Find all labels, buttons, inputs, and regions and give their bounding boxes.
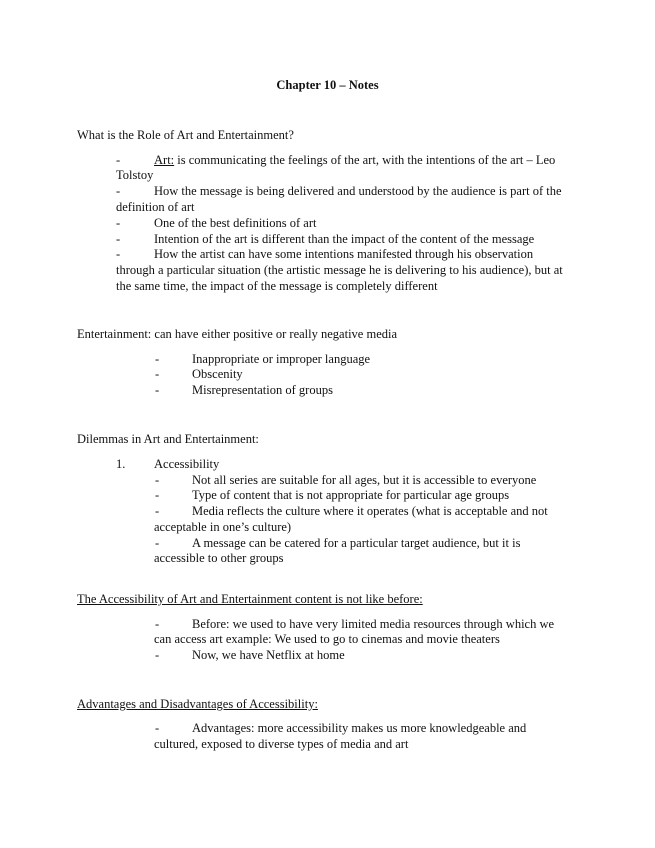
numbered-item: Accessibility bbox=[154, 457, 220, 471]
list-number: 1. bbox=[116, 457, 126, 471]
list-item: Not all series are suitable for all ages, but it is accessible to everyone bbox=[192, 473, 537, 487]
list-item: How the message is being delivered and understood by the audience is part of the bbox=[154, 184, 562, 198]
list-item: A message can be catered for a particular target audience, but it is bbox=[192, 536, 521, 550]
bullet-dash: - bbox=[116, 232, 121, 246]
section-heading-role: What is the Role of Art and Entertainment? bbox=[77, 128, 294, 142]
bullet-dash: - bbox=[116, 153, 121, 167]
list-item-continuation: the same time, the impact of the message is completely different bbox=[116, 279, 438, 293]
section-heading-advantages: Advantages and Disadvantages of Accessibility: bbox=[77, 697, 318, 711]
section-heading-entertainment: Entertainment: can have either positive or really negative media bbox=[77, 327, 398, 341]
list-item: Now, we have Netflix at home bbox=[192, 648, 345, 662]
page-title: Chapter 10 – Notes bbox=[276, 78, 379, 92]
bullet-dash: - bbox=[155, 504, 160, 518]
list-item: How the artist can have some intentions manifested through his observation bbox=[154, 247, 534, 261]
bullet-dash: - bbox=[116, 216, 121, 230]
list-item-continuation: definition of art bbox=[116, 200, 195, 214]
list-item bbox=[154, 152, 555, 168]
list-item: Before: we used to have very limited media resources through which we bbox=[192, 617, 555, 631]
list-item-continuation: acceptable in one’s culture) bbox=[154, 520, 292, 534]
list-item-continuation: accessible to other groups bbox=[154, 551, 284, 565]
list-item: Obscenity bbox=[192, 367, 243, 381]
list-item-continuation: Tolstoy bbox=[116, 168, 154, 182]
bullet-dash: - bbox=[155, 488, 160, 502]
bullet-dash: - bbox=[116, 247, 121, 261]
list-item: Media reflects the culture where it operates (what is acceptable and not bbox=[192, 504, 548, 518]
section-heading-accessibility: The Accessibility of Art and Entertainment content is not like before: bbox=[77, 592, 423, 606]
list-item: Type of content that is not appropriate for particular age groups bbox=[192, 488, 510, 502]
bullet-dash: - bbox=[155, 352, 160, 366]
bullet-dash: - bbox=[116, 184, 121, 198]
bullet-dash: - bbox=[155, 383, 160, 397]
list-item: One of the best definitions of art bbox=[154, 216, 317, 230]
list-item: Advantages: more accessibility makes us more knowledgeable and bbox=[192, 721, 527, 735]
bullet-dash: - bbox=[155, 617, 160, 631]
list-item: Misrepresentation of groups bbox=[192, 383, 333, 397]
bullet-dash: - bbox=[155, 536, 160, 550]
list-item-continuation: through a particular situation (the artistic message he is delivering to his audience), but at bbox=[116, 263, 563, 277]
section-heading-dilemmas: Dilemmas in Art and Entertainment: bbox=[77, 432, 259, 446]
list-item-continuation: cultured, exposed to diverse types of media and art bbox=[154, 737, 409, 751]
bullet-dash: - bbox=[155, 648, 160, 662]
bullet-dash: - bbox=[155, 473, 160, 487]
list-item: Inappropriate or improper language bbox=[192, 352, 371, 366]
list-item: Intention of the art is different than the impact of the content of the message bbox=[154, 232, 535, 246]
term-art: Art: bbox=[154, 153, 175, 167]
bullet-dash: - bbox=[155, 367, 160, 381]
list-item-continuation: can access art example: We used to go to cinemas and movie theaters bbox=[154, 632, 500, 646]
definition-text: is communicating the feelings of the art, with the intentions of the art – Leo bbox=[174, 153, 556, 167]
bullet-dash: - bbox=[155, 721, 160, 735]
